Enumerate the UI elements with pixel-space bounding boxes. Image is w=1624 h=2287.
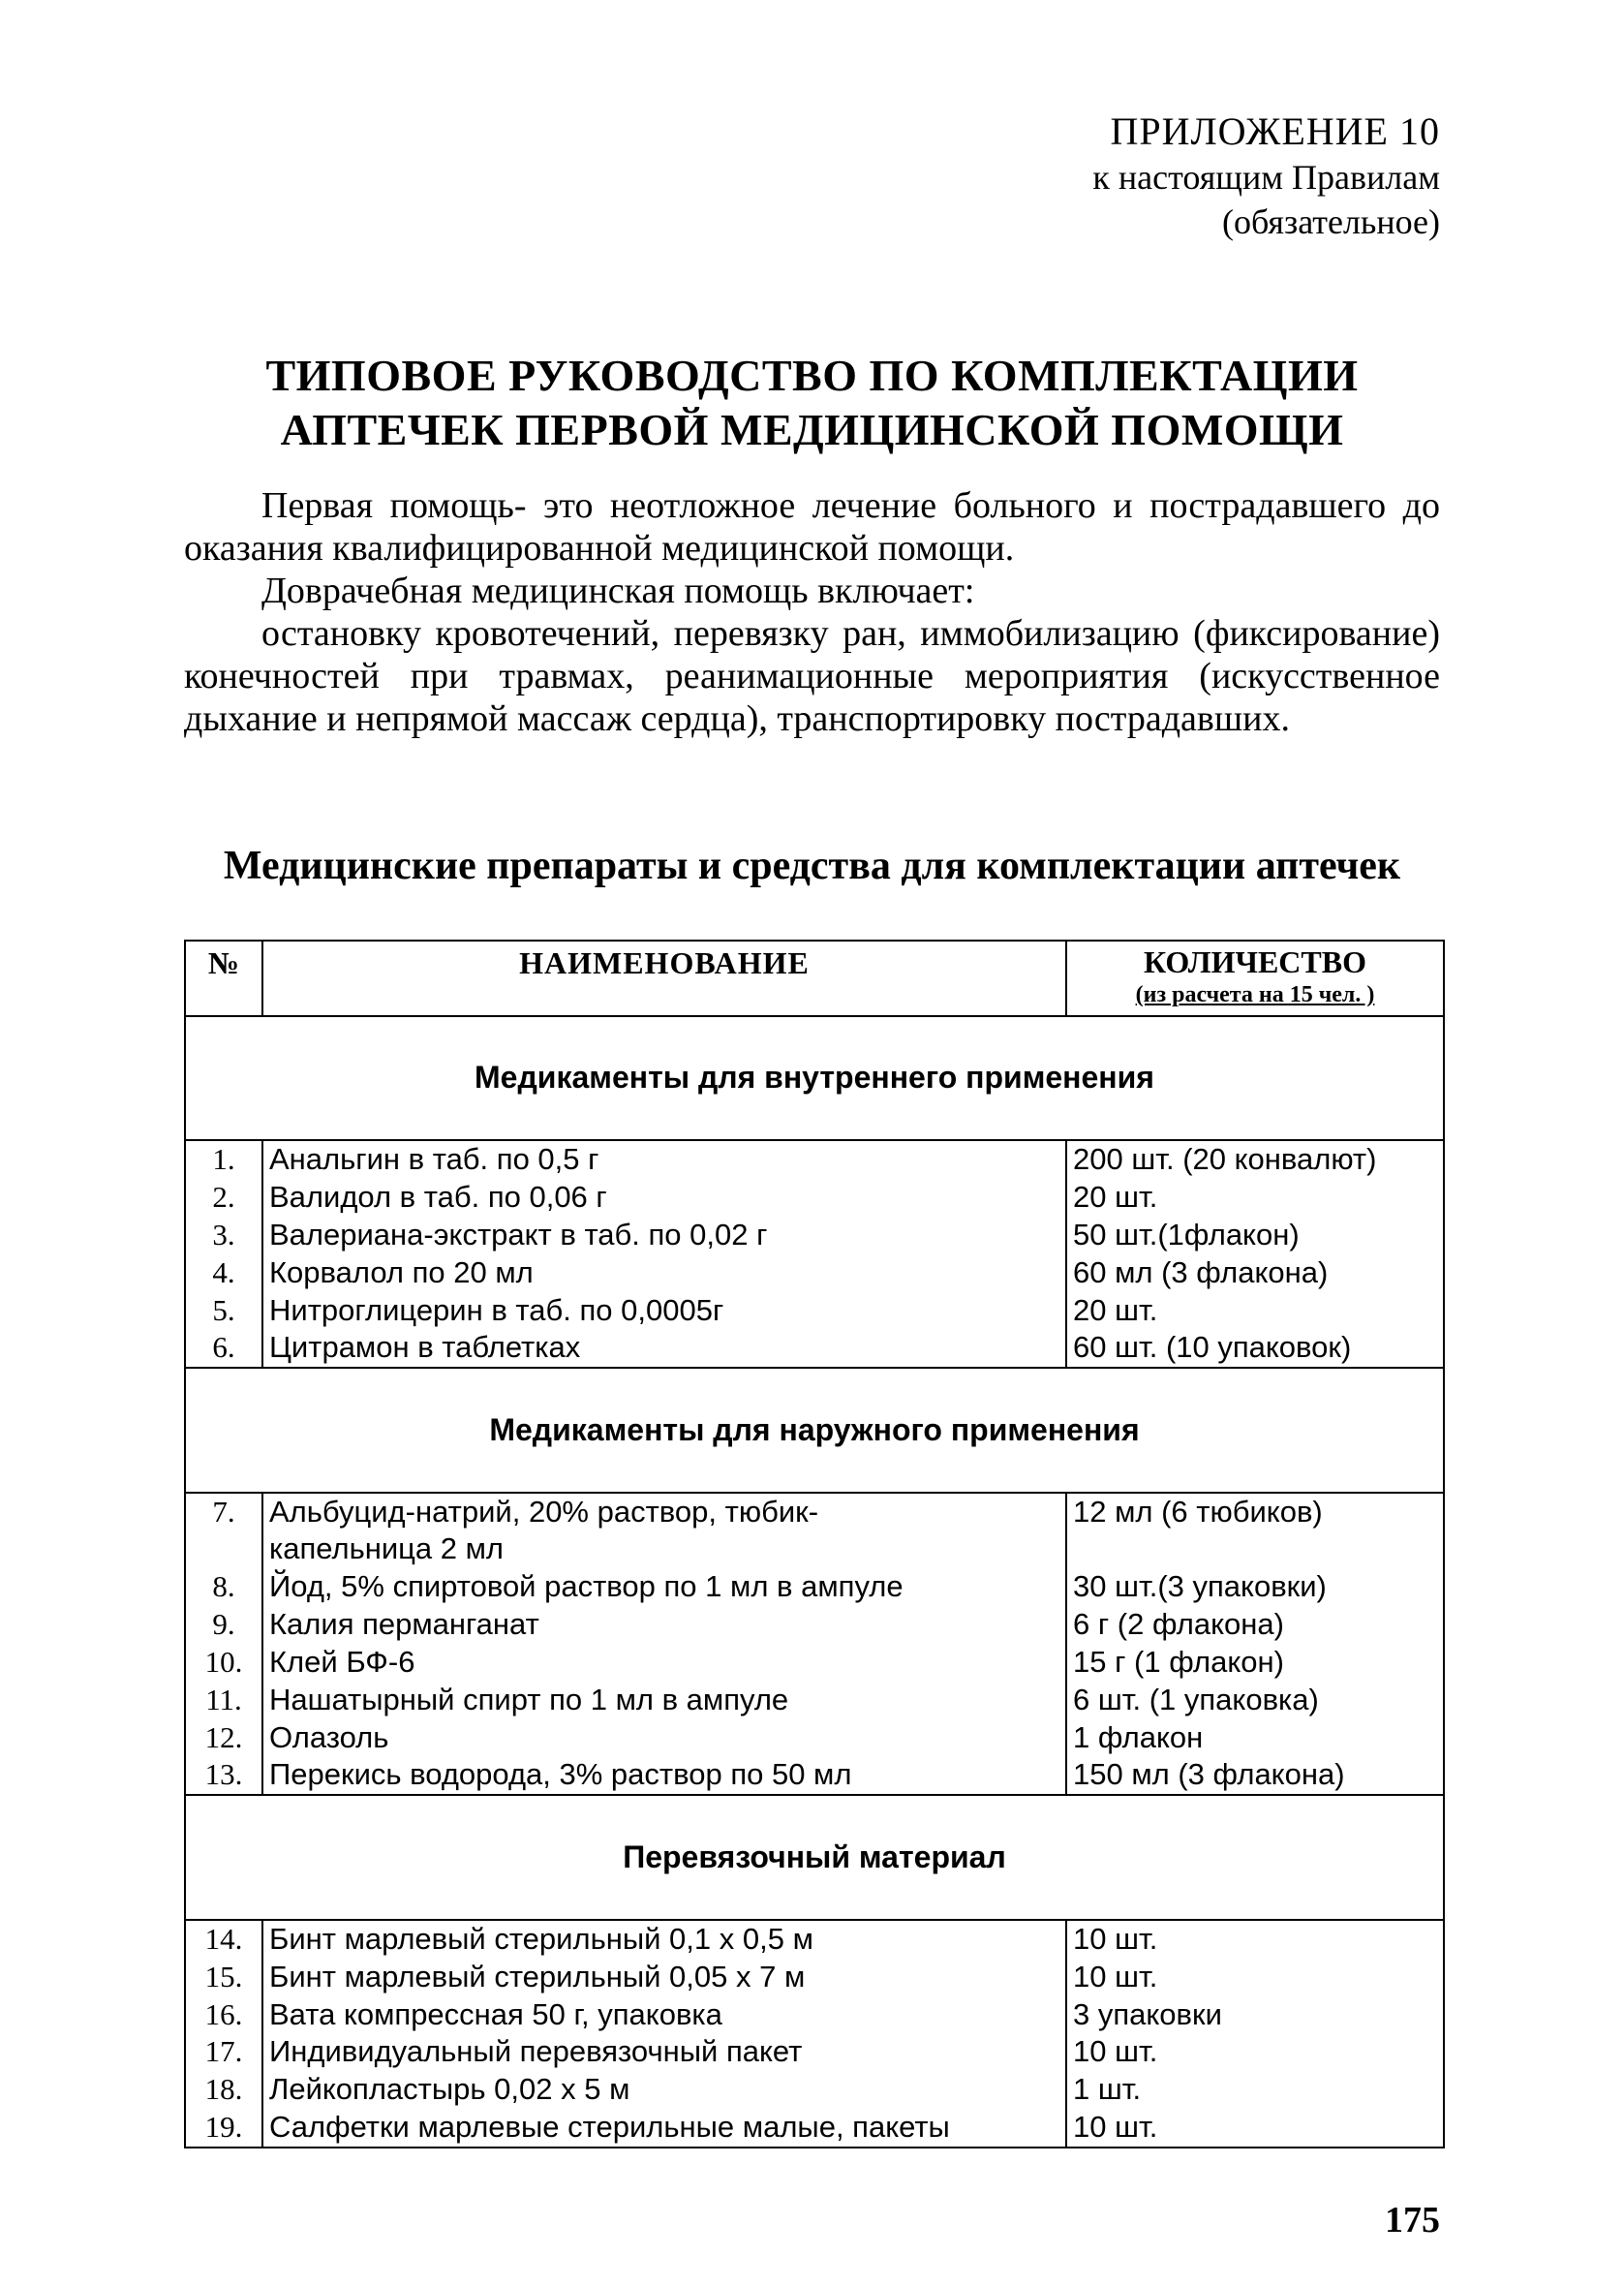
row-number: 17. <box>185 2033 262 2071</box>
supplies-table <box>184 940 1445 2148</box>
section-title: Медикаменты для наружного применения <box>185 1368 1444 1493</box>
row-name-line-2: капельница 2 мл <box>269 1530 505 1565</box>
row-name: Олазоль <box>262 1719 1066 1757</box>
table-row <box>185 1254 1444 1292</box>
row-number: 2. <box>185 1179 262 1217</box>
row-name: Перекись водорода, 3% раствор по 50 мл <box>262 1756 1066 1795</box>
intro-paragraph-2: Доврачебная медицинская помощь включает: <box>261 571 975 611</box>
row-quantity: 10 шт. <box>1066 2109 1444 2148</box>
row-name: Анальгин в таб. по 0,5 г <box>262 1140 1066 1179</box>
row-name: Вата компрессная 50 г, упаковка <box>262 1996 1066 2034</box>
appendix-status: (обязательное) <box>1222 202 1440 241</box>
row-quantity: 20 шт. <box>1066 1179 1444 1217</box>
row-number: 14. <box>185 1920 262 1959</box>
row-quantity: 15 г (1 флакон) <box>1066 1644 1444 1682</box>
table-row <box>185 1493 1444 1569</box>
table-row <box>185 1920 1444 1959</box>
section-row <box>185 1795 1444 1920</box>
row-quantity: 1 шт. <box>1066 2071 1444 2109</box>
row-number: 13. <box>185 1756 262 1795</box>
row-name: Йод, 5% спиртовой раствор по 1 мл в ампуле <box>262 1568 1066 1606</box>
row-quantity: 30 шт.(3 упаковки) <box>1066 1568 1444 1606</box>
column-header-number: № <box>185 941 262 1016</box>
row-number: 9. <box>185 1606 262 1644</box>
table-row <box>185 1644 1444 1682</box>
row-quantity: 3 упаковки <box>1066 1996 1444 2034</box>
row-name: Индивидуальный перевязочный пакет <box>262 2033 1066 2071</box>
table-header-row <box>185 941 1444 1016</box>
intro-paragraph-1: Первая помощь- это неотложное лечение больного и пострадавшего до оказания квалифицированной медицинской помощи. <box>184 485 1440 569</box>
row-name: Нитроглицерин в таб. по 0,0005г <box>262 1292 1066 1330</box>
table-row <box>185 1292 1444 1330</box>
row-quantity: 6 г (2 флакона) <box>1066 1606 1444 1644</box>
row-name: Бинт марлевый стерильный 0,1 х 0,5 м <box>262 1920 1066 1959</box>
table-row <box>185 1568 1444 1606</box>
row-quantity: 10 шт. <box>1066 1920 1444 1959</box>
intro-paragraph-3: остановку кровотечений, перевязку ран, иммобилизацию (фиксирование) конечностей при травмах, реанимационные мероприятия (искусственное дыхание и непрямой массаж сердца), транспортировку пострадавших. <box>184 613 1440 739</box>
row-name: Цитрамон в таблетках <box>262 1329 1066 1368</box>
row-name: Нашатырный спирт по 1 мл в ампуле <box>262 1682 1066 1719</box>
row-number: 1. <box>185 1140 262 1179</box>
row-name <box>262 1493 1066 1569</box>
table-row <box>185 1996 1444 2034</box>
table-row <box>185 1719 1444 1757</box>
appendix-subtitle: к настоящим Правилам <box>1092 158 1440 197</box>
appendix-header <box>1092 108 1440 244</box>
page-title-line-2: АПТЕЧЕК ПЕРВОЙ МЕДИЦИНСКОЙ ПОМОЩИ <box>280 405 1344 454</box>
row-number: 11. <box>185 1682 262 1719</box>
row-name: Клей БФ-6 <box>262 1644 1066 1682</box>
row-name-line-1: Альбуцид-натрий, 20% раствор, тюбик- <box>269 1494 819 1529</box>
row-quantity: 1 флакон <box>1066 1719 1444 1757</box>
row-quantity: 50 шт.(1флакон) <box>1066 1217 1444 1254</box>
page-number: 175 <box>1385 2200 1440 2241</box>
page-title <box>184 349 1440 457</box>
table-row <box>185 2033 1444 2071</box>
table-row <box>185 2109 1444 2148</box>
row-number: 18. <box>185 2071 262 2109</box>
table-row <box>185 1756 1444 1795</box>
appendix-label: ПРИЛОЖЕНИЕ 10 <box>1110 109 1440 153</box>
section-title: Медикаменты для внутреннего применения <box>185 1016 1444 1141</box>
column-header-quantity <box>1066 941 1444 1016</box>
row-name: Калия перманганат <box>262 1606 1066 1644</box>
row-number: 7. <box>185 1493 262 1569</box>
row-number: 3. <box>185 1217 262 1254</box>
row-name: Корвалол по 20 мл <box>262 1254 1066 1292</box>
row-number: 12. <box>185 1719 262 1757</box>
page-title-line-1: ТИПОВОЕ РУКОВОДСТВО ПО КОМПЛЕКТАЦИИ <box>265 351 1359 400</box>
row-quantity: 60 шт. (10 упаковок) <box>1066 1329 1444 1368</box>
column-header-quantity-note: (из расчета на 15 чел. ) <box>1135 982 1375 1007</box>
table-row <box>185 1179 1444 1217</box>
row-quantity: 6 шт. (1 упаковка) <box>1066 1682 1444 1719</box>
row-name: Салфетки марлевые стерильные малые, пакеты <box>262 2109 1066 2148</box>
row-name: Бинт марлевый стерильный 0,05 х 7 м <box>262 1959 1066 1996</box>
row-quantity: 150 мл (3 флакона) <box>1066 1756 1444 1795</box>
table-row <box>185 1682 1444 1719</box>
row-quantity: 200 шт. (20 конвалют) <box>1066 1140 1444 1179</box>
row-name: Лейкопластырь 0,02 х 5 м <box>262 2071 1066 2109</box>
row-number: 6. <box>185 1329 262 1368</box>
row-quantity: 60 мл (3 флакона) <box>1066 1254 1444 1292</box>
row-quantity: 20 шт. <box>1066 1292 1444 1330</box>
intro-text <box>184 484 1440 740</box>
section-title: Перевязочный материал <box>185 1795 1444 1920</box>
column-header-name: НАИМЕНОВАНИЕ <box>262 941 1066 1016</box>
row-number: 4. <box>185 1254 262 1292</box>
row-name: Валидол в таб. по 0,06 г <box>262 1179 1066 1217</box>
section-row <box>185 1368 1444 1493</box>
table-row <box>185 1217 1444 1254</box>
row-number: 16. <box>185 1996 262 2034</box>
row-number: 5. <box>185 1292 262 1330</box>
section-row <box>185 1016 1444 1141</box>
row-number: 15. <box>185 1959 262 1996</box>
row-quantity: 12 мл (6 тюбиков) <box>1066 1493 1444 1569</box>
row-number: 10. <box>185 1644 262 1682</box>
row-number: 19. <box>185 2109 262 2148</box>
column-header-quantity-label: КОЛИЧЕСТВО <box>1144 944 1366 979</box>
section-heading: Медицинские препараты и средства для комплектации аптечек <box>223 844 1401 888</box>
row-quantity: 10 шт. <box>1066 2033 1444 2071</box>
row-quantity: 10 шт. <box>1066 1959 1444 1996</box>
table-row <box>185 1606 1444 1644</box>
table-row <box>185 1329 1444 1368</box>
row-name: Валериана-экстракт в таб. по 0,02 г <box>262 1217 1066 1254</box>
table-row <box>185 1959 1444 1996</box>
row-number: 8. <box>185 1568 262 1606</box>
table-row <box>185 2071 1444 2109</box>
table-row <box>185 1140 1444 1179</box>
